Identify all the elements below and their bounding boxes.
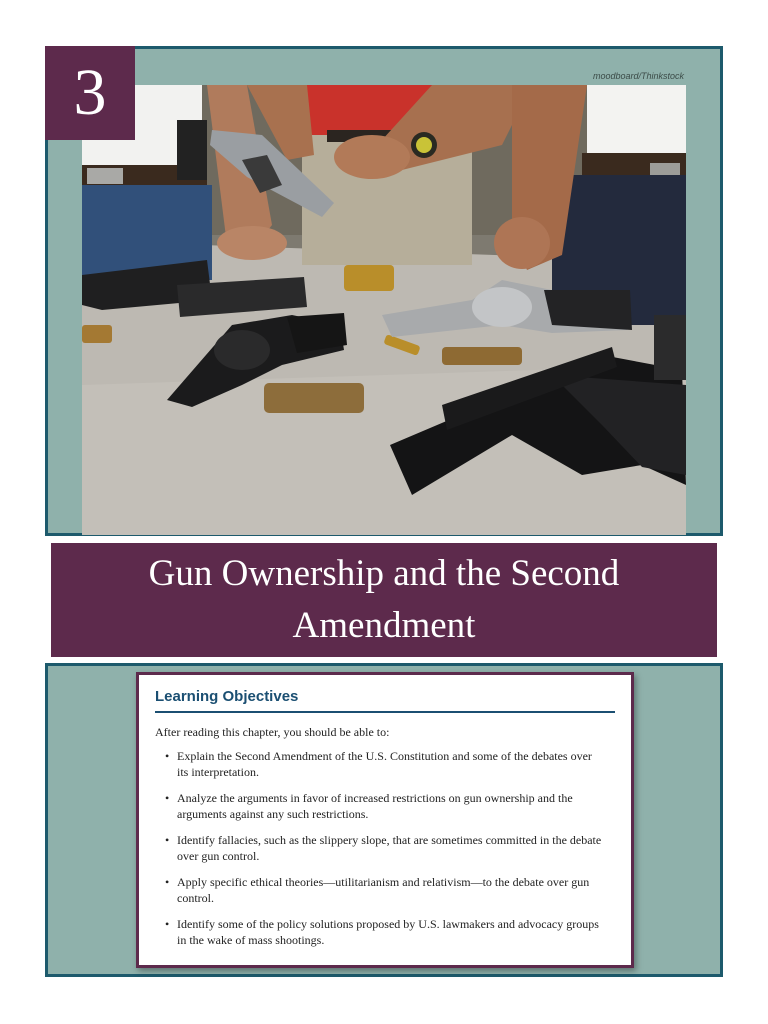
- chapter-number: 3: [45, 46, 135, 140]
- objectives-heading: Learning Objectives: [155, 688, 615, 713]
- objective-item: • Identify fallacies, such as the slippery slope, that are sometimes committed in the debate over gun control.: [177, 832, 615, 864]
- cover-photo: [82, 85, 686, 535]
- chapter-title: Gun Ownership and the Second Amendment: [148, 553, 620, 646]
- learning-objectives-box: [136, 672, 634, 968]
- objective-item: • Explain the Second Amendment of the U.S. Constitution and some of the debates over its interpretation.: [177, 748, 615, 780]
- firearms-table-illustration: [82, 85, 686, 535]
- objectives-intro: After reading this chapter, you should be able to:: [155, 725, 390, 739]
- objectives-list: [155, 748, 615, 948]
- objective-item: • Apply specific ethical theories—utilitarianism and relativism—to the debate over gun control.: [177, 874, 615, 906]
- photo-credit: moodboard/Thinkstock: [592, 71, 684, 81]
- objective-item: • Analyze the arguments in favor of increased restrictions on gun ownership and the arguments against any such restrictions.: [177, 790, 615, 822]
- objective-item: • Identify some of the policy solutions proposed by U.S. lawmakers and advocacy groups in the wake of mass shootings.: [177, 916, 615, 948]
- chapter-title-band: [51, 543, 717, 657]
